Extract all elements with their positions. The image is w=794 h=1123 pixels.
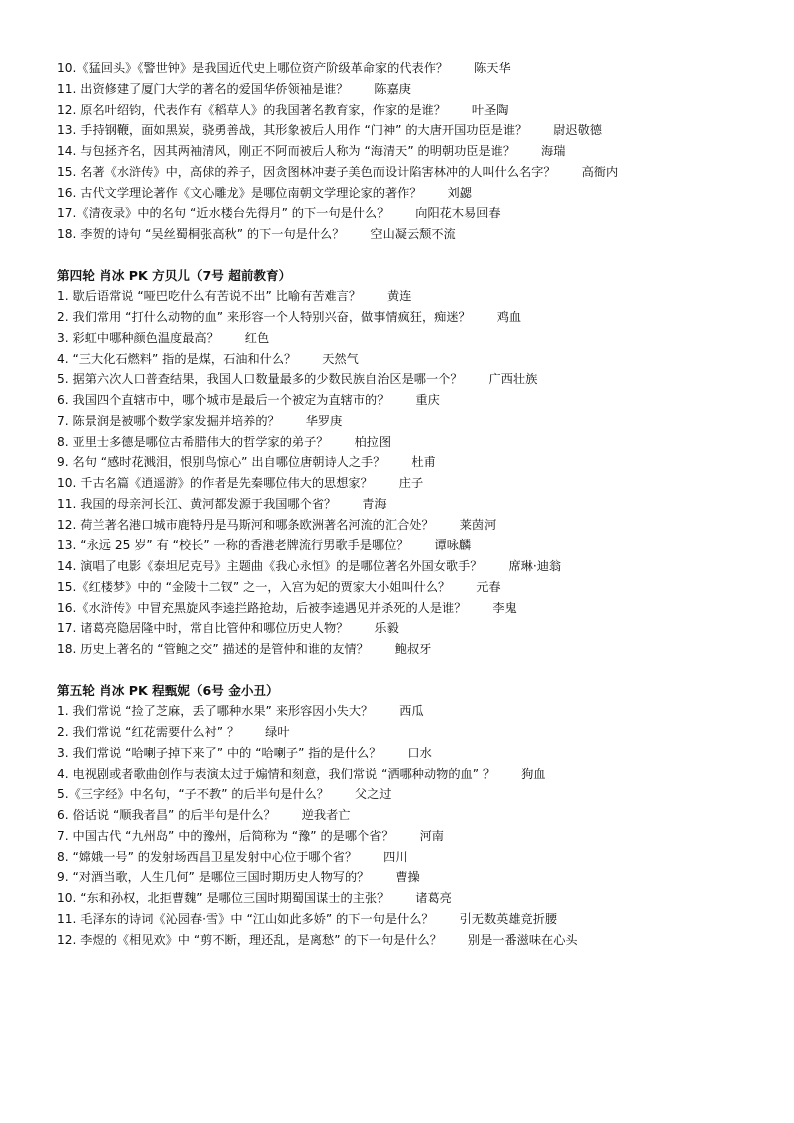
- answer-text: 口水: [407, 745, 432, 760]
- question-text: 10. 千古名篇《逍遥游》的作者是先秦哪位伟大的思想家？: [57, 476, 373, 490]
- question-line: [57, 100, 757, 121]
- question-text: 1. 歇后语常说 “哑巴吃什么有苦说不出” 比喻有苦难言？: [57, 289, 362, 304]
- question-text: 15.《红楼梦》中的 “金陵十二钗” 之一，入宫为妃的贾家大小姐叫什么？: [57, 579, 451, 594]
- question-line: [57, 349, 757, 370]
- answer-text: 席琳·迪翁: [508, 559, 562, 573]
- answer-text: 父之过: [354, 787, 392, 802]
- question-line: [57, 743, 757, 764]
- question-line: [57, 411, 757, 432]
- question-line: [57, 58, 757, 79]
- answer-text: 元春: [476, 579, 501, 594]
- question-text: 10.《猛回头》《警世钟》是我国近代史上哪位资产阶级革命家的代表作？: [57, 61, 449, 75]
- answer-text: 向阳花木易回春: [415, 206, 501, 221]
- question-text: 3. 彩虹中哪种颜色温度最高？: [57, 330, 219, 345]
- question-line: [57, 722, 757, 743]
- answer-text: 诸葛亮: [415, 891, 452, 905]
- answer-text: 柏拉图: [354, 434, 392, 449]
- question-line: [57, 805, 757, 826]
- question-text: 9. “对酒当歌，人生几何” 是哪位三国时期历史人物写的？: [57, 870, 370, 885]
- question-text: 18. 历史上著名的 “管鲍之交” 描述的是管仲和谁的友情？: [57, 642, 369, 656]
- question-line: [57, 390, 757, 411]
- question-text: 14. 与包拯齐名，因其两袖清风，刚正不阿而被后人称为 “海清天” 的明朝功臣是谁？: [57, 144, 516, 158]
- answer-text: 黄连: [387, 289, 412, 304]
- answer-text: 西瓜: [399, 704, 424, 719]
- question-text: 14. 演唱了电影《泰坦尼克号》主题曲《我心永恒》的是哪位著名外国女歌手？: [57, 559, 483, 573]
- answer-text: 别是一番滋味在心头: [467, 932, 578, 947]
- question-text: 4. “三大化石燃料” 指的是煤，石油和什么？: [57, 351, 297, 366]
- question-text: 5. 据第六次人口普查结果，我国人口数量最多的少数民族自治区是哪一个？: [57, 372, 463, 387]
- answer-text: 广西壮族: [488, 372, 538, 387]
- answer-text: 陈嘉庚: [374, 81, 411, 96]
- question-text: 6. 俗话说 “顺我者昌” 的后半句是什么？: [57, 808, 276, 822]
- question-line: [57, 826, 757, 847]
- question-line: [57, 556, 757, 577]
- answer-text: 华罗庚: [305, 413, 343, 428]
- question-line: [57, 286, 757, 307]
- question-text: 5.《三字经》中名句，“子不教” 的后半句是什么？: [57, 787, 329, 802]
- question-line: [57, 473, 757, 494]
- question-line: [57, 577, 757, 598]
- question-text: 18. 李贺的诗句 “吴丝蜀桐张高秋” 的下一句是什么？: [57, 227, 345, 241]
- question-text: 12. 原名叶绍钧，代表作有《稻草人》的我国著名教育家，作家的是谁？: [57, 102, 446, 117]
- question-text: 7. 陈景润是被哪个数学家发掘并培养的？: [57, 413, 280, 428]
- question-line: [57, 535, 757, 556]
- answer-text: 莱茵河: [459, 517, 497, 532]
- question-line: [57, 120, 757, 141]
- answer-text: 重庆: [415, 393, 440, 407]
- question-list-round-3: [57, 58, 757, 245]
- question-line: [57, 701, 757, 722]
- section-spacer: [57, 245, 757, 266]
- question-line: [57, 141, 757, 162]
- answer-text: 引无数英雄竞折腰: [459, 911, 558, 926]
- question-line: [57, 162, 757, 183]
- question-text: 7. 中国古代 “九州岛” 中的豫州，后简称为 “豫” 的是哪个省？: [57, 828, 394, 843]
- answer-text: 谭咏麟: [434, 538, 472, 553]
- question-line: [57, 639, 757, 660]
- question-line: [57, 867, 757, 888]
- answer-text: 四川: [383, 849, 408, 864]
- document-page: [57, 58, 757, 950]
- question-text: 8. 亚里士多德是哪位古希腊伟大的哲学家的弟子？: [57, 434, 329, 449]
- question-line: [57, 494, 757, 515]
- question-text: 1. 我们常说 “捡了芝麻，丢了哪种水果” 来形容因小失大？: [57, 704, 374, 719]
- answer-text: 杜甫: [411, 455, 436, 470]
- question-text: 17. 诸葛亮隐居隆中时，常自比管仲和哪位历史人物？: [57, 621, 349, 636]
- answer-text: 叶圣陶: [471, 102, 509, 117]
- question-line: [57, 888, 757, 909]
- answer-text: 高衙内: [581, 164, 619, 179]
- question-text: 9. 名句 “感时花溅泪，恨别鸟惊心” 出自哪位唐朝诗人之手？: [57, 455, 386, 470]
- answer-text: 逆我者亡: [301, 808, 351, 822]
- question-line: [57, 764, 757, 785]
- answer-text: 绿叶: [265, 725, 290, 739]
- question-line: [57, 79, 757, 100]
- answer-text: 刘勰: [447, 185, 472, 200]
- round-5-heading: 第五轮 肖冰 PK 程甄妮（6号 金小丑）: [57, 682, 279, 698]
- answer-text: 天然气: [322, 351, 359, 366]
- question-line: [57, 452, 757, 473]
- question-text: 13. “永远 25 岁” 有 “校长” 一称的香港老牌流行男歌手是哪位？: [57, 538, 409, 553]
- section-spacer: [57, 660, 757, 681]
- answer-text: 乐毅: [374, 621, 399, 636]
- question-text: 8. “嫦娥一号” 的发射场西昌卫星发射中心位于哪个省？: [57, 849, 358, 864]
- question-line: [57, 598, 757, 619]
- round-4-heading: 第四轮 肖冰 PK 方贝儿（7号 超前教育）: [57, 267, 292, 283]
- question-text: 2. 我们常用 “打什么动物的血” 来形容一个人特别兴奋，做事情疯狂，痴迷？: [57, 310, 471, 324]
- answer-text: 青海: [362, 496, 387, 511]
- answer-text: 李鬼: [492, 600, 517, 615]
- question-line: [57, 515, 757, 536]
- question-line: [57, 203, 757, 224]
- question-list-round-4: [57, 286, 757, 660]
- question-text: 15. 名著《水浒传》中，高俅的养子，因贪图林冲妻子美色而设计陷害林冲的人叫什么名字？: [57, 164, 556, 179]
- answer-text: 曹操: [395, 870, 420, 885]
- question-text: 11. 我国的母亲河长江、黄河都发源于我国哪个省？: [57, 496, 337, 511]
- question-text: 16. 古代文学理论著作《文心雕龙》是哪位南朝文学理论家的著作？: [57, 185, 422, 200]
- question-text: 6. 我国四个直辖市中，哪个城市是最后一个被定为直辖市的？: [57, 393, 390, 407]
- answer-text: 陈天华: [474, 61, 511, 75]
- question-text: 10. “东和孙权，北拒曹魏” 是哪位三国时期蜀国谋士的主张？: [57, 891, 390, 905]
- question-text: 3. 我们常说 “哈喇子掉下来了” 中的 “哈喇子” 指的是什么？: [57, 745, 382, 760]
- question-text: 12. 荷兰著名港口城市鹿特丹是马斯河和哪条欧洲著名河流的汇合处？: [57, 517, 434, 532]
- answer-text: 庄子: [398, 476, 424, 490]
- answer-text: 狗血: [521, 766, 546, 781]
- answer-text: 鲍叔牙: [394, 642, 432, 656]
- question-line: [57, 847, 757, 868]
- question-line: [57, 369, 757, 390]
- question-line: [57, 183, 757, 204]
- question-text: 2. 我们常说 “红花需要什么衬” ？: [57, 725, 240, 739]
- answer-text: 海瑞: [541, 144, 566, 158]
- question-text: 4. 电视剧或者歌曲创作与表演太过于煽情和刻意，我们常说 “洒哪种动物的血” ？: [57, 766, 496, 781]
- question-text: 16.《水浒传》中冒充黑旋风李逵拦路抢劫，后被李逵遇见并杀死的人是谁？: [57, 600, 467, 615]
- question-text: 13. 手持钢鞭，面如黑炭，骁勇善战，其形象被后人用作 “门神” 的大唐开国功臣是谁？: [57, 123, 528, 138]
- question-text: 12. 李煜的《相见欢》中 “剪不断，理还乱，是离愁” 的下一句是什么？: [57, 932, 442, 947]
- question-line: [57, 432, 757, 453]
- question-line: [57, 224, 757, 245]
- answer-text: 河南: [419, 828, 444, 843]
- question-line: [57, 909, 757, 930]
- answer-text: 空山凝云颓不流: [370, 227, 456, 241]
- question-text: 11. 毛泽东的诗词《沁园春·雪》中 “江山如此多娇” 的下一句是什么？: [57, 911, 434, 926]
- answer-text: 红色: [244, 330, 270, 345]
- question-line: [57, 328, 757, 349]
- question-text: 11. 出资修建了厦门大学的著名的爱国华侨领袖是谁？: [57, 81, 349, 96]
- answer-text: 尉迟敬德: [553, 123, 602, 138]
- question-line: [57, 307, 757, 328]
- question-line: [57, 618, 757, 639]
- answer-text: 鸡血: [496, 310, 522, 324]
- question-list-round-5: [57, 701, 757, 950]
- question-text: 17.《清夜录》中的名句 “近水楼台先得月” 的下一句是什么？: [57, 206, 390, 221]
- question-line: [57, 930, 757, 951]
- question-line: [57, 784, 757, 805]
